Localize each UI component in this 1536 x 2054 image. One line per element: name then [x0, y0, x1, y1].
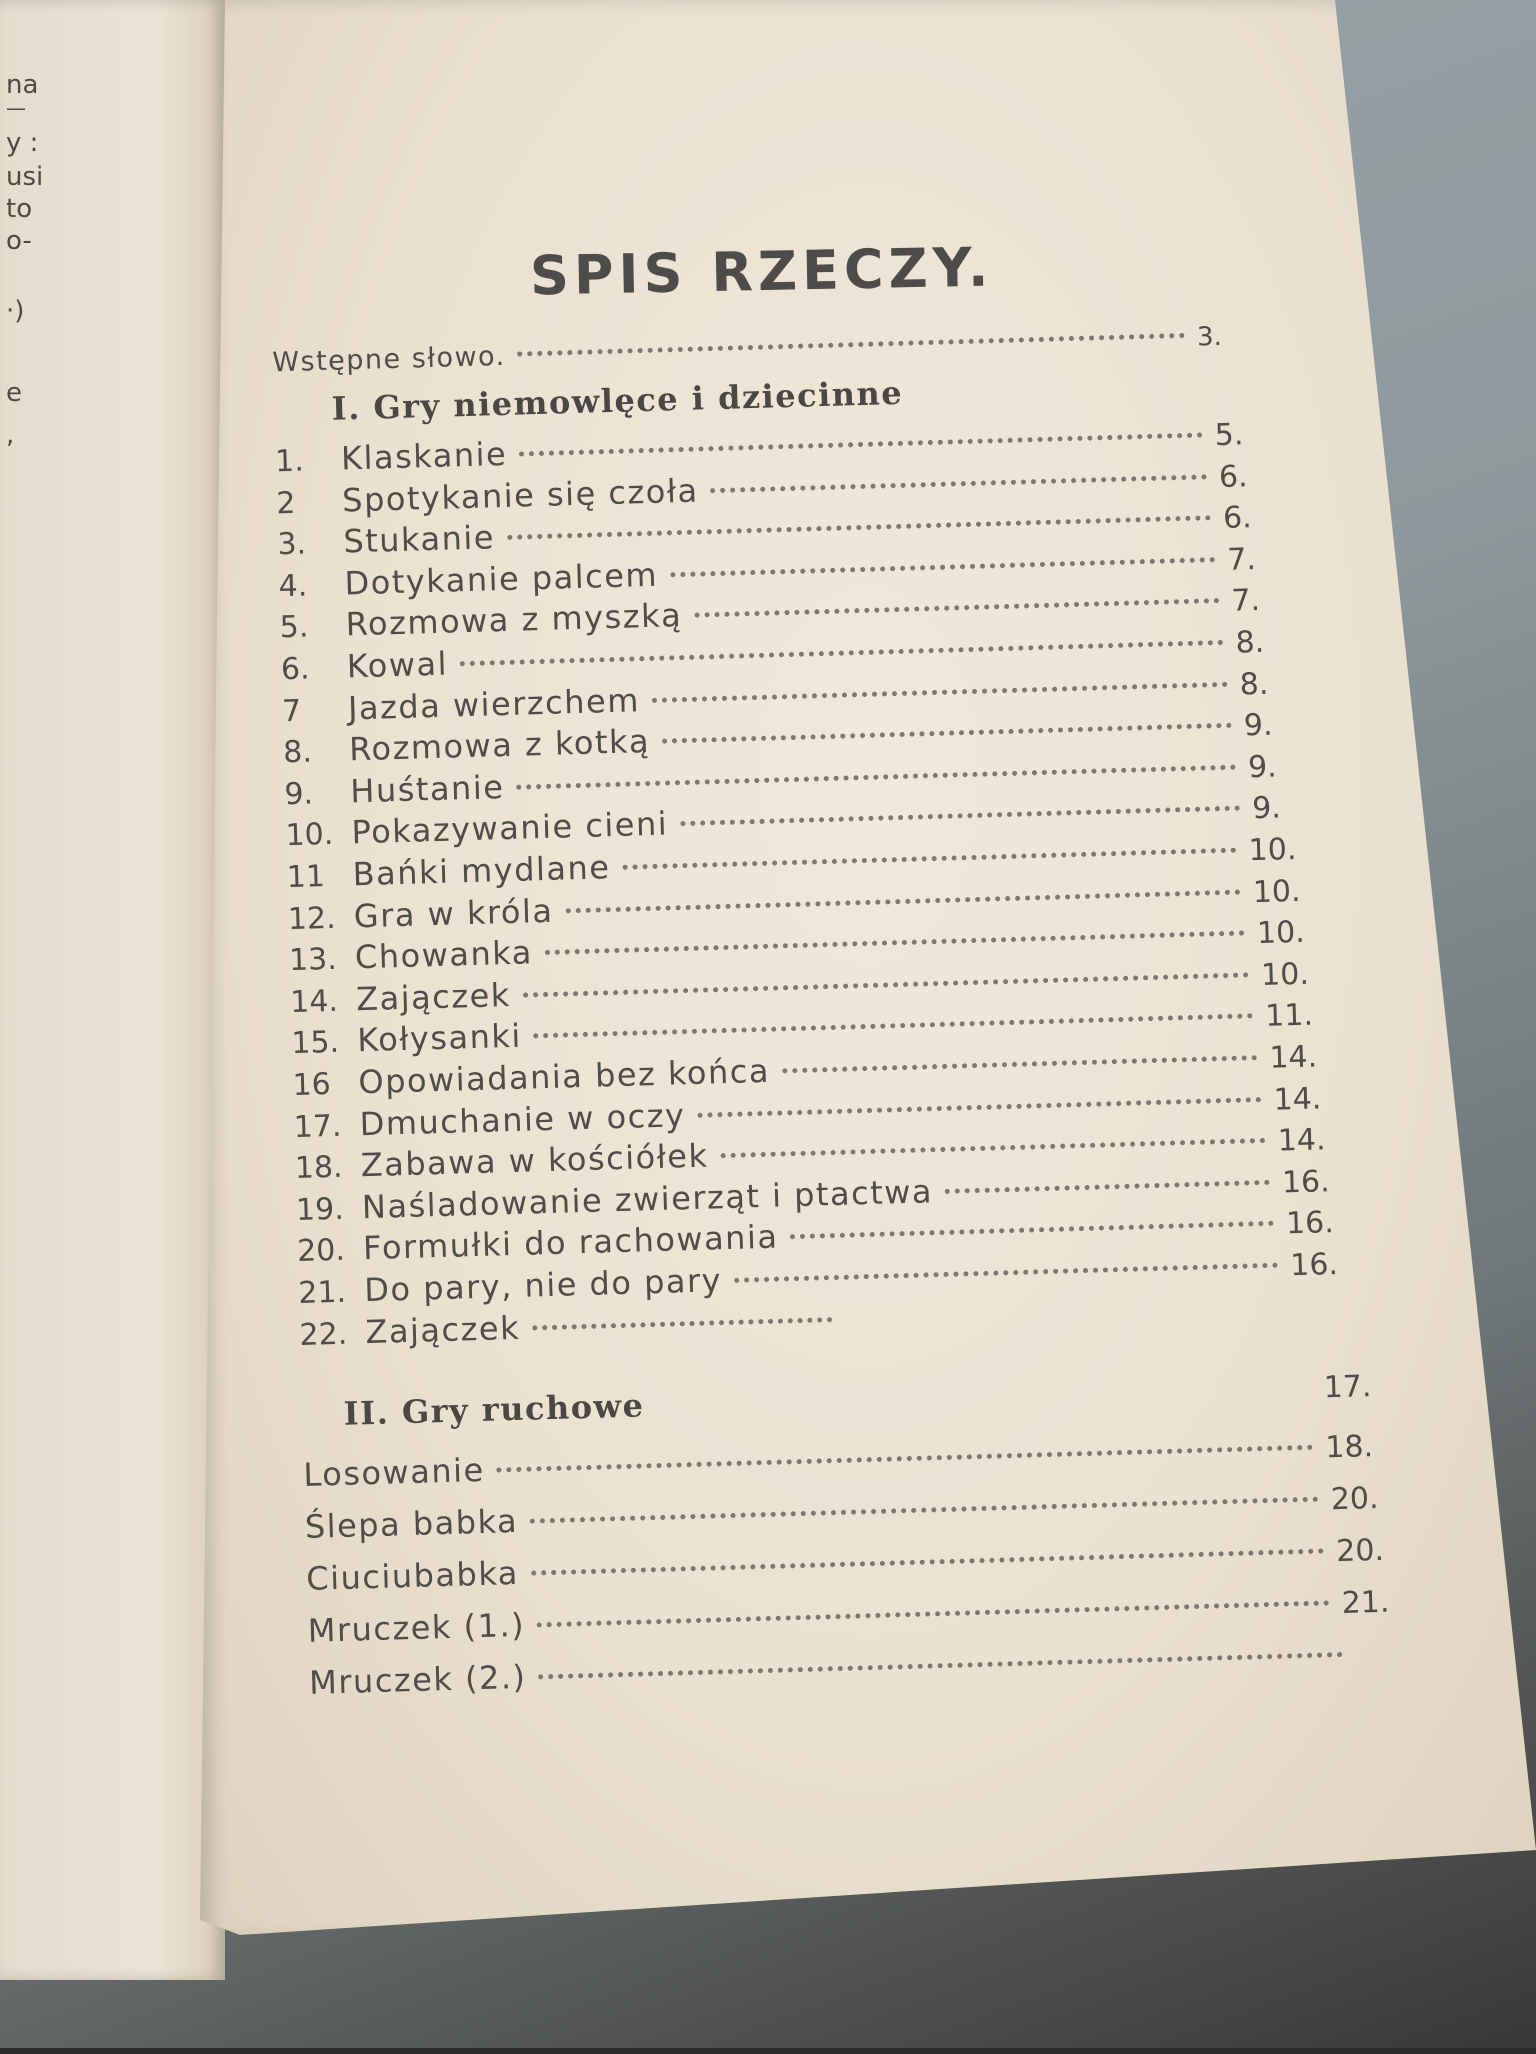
page-title: SPIS RZECZY. — [529, 235, 994, 308]
left-page-fragment: , — [6, 420, 15, 450]
toc-entry-page: 9. — [1243, 707, 1273, 744]
toc-entry-number: 6. — [280, 651, 311, 688]
toc-leader — [782, 1055, 1258, 1073]
toc-entry-number: 4. — [278, 568, 308, 605]
toc-entry-page: 11. — [1264, 997, 1314, 1035]
toc-leader — [497, 1445, 1314, 1473]
section-heading-row — [301, 1366, 1372, 1434]
toc-entry-number: 19. — [295, 1191, 345, 1228]
toc-entry-number: 16 — [292, 1067, 332, 1104]
toc-leader — [710, 474, 1207, 493]
toc-entry-page — [844, 1328, 884, 1329]
toc-entry-page: 9. — [1251, 790, 1282, 827]
toc-entry-page: 7. — [1230, 583, 1261, 620]
toc-leader — [697, 1097, 1261, 1118]
toc-entry-title: Ślepa babka — [304, 1502, 519, 1547]
left-page-fragment: e — [6, 378, 22, 408]
toc-entry-title: Opowiadania bez końca — [357, 1051, 771, 1102]
toc-leader — [523, 972, 1249, 997]
toc-entry-title: Zabawa w kościółek — [360, 1136, 709, 1185]
toc-entry-page: 7. — [1226, 541, 1257, 578]
left-page-fragment: o- — [6, 226, 32, 256]
toc-entry-number: 9. — [283, 776, 314, 813]
toc-leader — [652, 681, 1228, 702]
toc-entry-title: Formułki do rachowania — [362, 1217, 779, 1268]
toc-entry-page: 16. — [1289, 1246, 1339, 1284]
toc-entry-title: Mruczek (1.) — [307, 1606, 526, 1651]
toc-entry-title: Kowal — [346, 644, 449, 686]
left-page-fragment: ·) — [6, 296, 25, 326]
toc-entry-page: 6. — [1222, 500, 1253, 537]
toc-entry-page: 14. — [1273, 1080, 1322, 1118]
toc-entry-number: 1. — [274, 443, 305, 480]
toc-leader — [790, 1221, 1274, 1240]
toc-entry-page: 18. — [1324, 1429, 1374, 1466]
section-heading-page: 17. — [1323, 1369, 1372, 1406]
toc-entry-title: Klaskanie — [340, 434, 508, 478]
toc-entry-title: Zajączek — [355, 975, 512, 1019]
toc-leader — [516, 764, 1236, 789]
toc-leader — [534, 1014, 1254, 1039]
toc-entry-title: Jazda wierzchem — [347, 680, 641, 727]
toc-entry-number: 21. — [297, 1274, 347, 1312]
toc-entry-title: Chowanka — [354, 933, 534, 977]
toc-leader — [537, 1601, 1330, 1628]
toc-entry-title: Mruczek (2.) — [308, 1657, 528, 1703]
toc-leader — [680, 806, 1240, 827]
toc-intro — [272, 320, 1237, 378]
toc-entry-number: 12. — [287, 900, 337, 937]
toc-entry-title: Pokazywanie cieni — [350, 804, 669, 852]
toc-entry-title: Bańki mydlane — [352, 848, 611, 894]
section-heading: II. Gry ruchowe — [343, 1386, 645, 1433]
toc-entry-title: Rozmowa z myszką — [345, 596, 683, 644]
toc-leader — [532, 1317, 832, 1330]
toc-leader — [670, 557, 1215, 577]
toc-entry-number: 13. — [288, 942, 338, 979]
toc-entry-title: Kołysanki — [356, 1017, 523, 1060]
toc-entry-title: Stukanie — [342, 518, 496, 561]
toc-entry-number: 15. — [290, 1025, 340, 1062]
toc-entry-number: 11 — [286, 859, 326, 896]
toc-entry-number: 22. — [299, 1316, 348, 1353]
toc-entry-page: 6. — [1218, 458, 1249, 495]
toc-entry-page: 10. — [1256, 914, 1306, 952]
toc-entry-title: Losowanie — [302, 1451, 486, 1495]
toc-entry-number: 3. — [276, 526, 307, 563]
left-page-fragment: y : — [6, 128, 39, 158]
toc-entry-page: 14. — [1277, 1122, 1326, 1159]
toc-entry-number: 7 — [281, 693, 302, 729]
toc-entry-number: 2 — [275, 485, 296, 521]
toc-leader — [945, 1180, 1270, 1194]
toc-entry-title: Zajączek — [364, 1308, 521, 1351]
toc-entry-title: Huśtanie — [349, 767, 505, 811]
toc-entry-page: 5. — [1214, 417, 1244, 454]
toc-entry-page: 20. — [1330, 1481, 1380, 1518]
toc-entry-page: 14. — [1268, 1039, 1318, 1076]
toc-entry-page: 16. — [1285, 1205, 1335, 1242]
left-page-fragment: — — [6, 96, 26, 120]
toc-entry-page: 8. — [1235, 624, 1265, 661]
toc-entry-page: 16. — [1281, 1163, 1331, 1201]
toc-entry-page: 10. — [1260, 956, 1310, 993]
toc-entry-title: Dotykanie palcem — [344, 555, 659, 603]
toc-leader — [734, 1263, 1278, 1283]
toc-entry-title: Do pary, nie do pary — [363, 1261, 723, 1310]
toc-entry-title: Rozmowa z kotką — [348, 722, 651, 769]
toc-leader — [720, 1138, 1265, 1158]
toc-entry-page: 9. — [1247, 749, 1278, 786]
toc-leader — [519, 432, 1203, 456]
left-page-fragment: na — [6, 70, 39, 100]
left-page-fragment: to — [6, 194, 33, 224]
toc-intro-page: 3. — [1196, 321, 1223, 353]
toc-entry-page: 20. — [1335, 1533, 1385, 1570]
toc-leader — [518, 333, 1186, 357]
toc-entry-page: 8. — [1239, 666, 1269, 703]
toc-entry-title: Naśladowanie zwierząt i ptactwa — [361, 1172, 934, 1226]
toc-leader — [530, 1497, 1319, 1524]
toc-entry-page: 21. — [1341, 1584, 1390, 1622]
toc-entry-title: Spotykanie się czoła — [341, 471, 700, 520]
toc-entry-number: 5. — [279, 609, 309, 646]
toc-leader — [460, 640, 1224, 666]
toc-entry-title: Dmuchanie w oczy — [359, 1095, 686, 1143]
toc-leader — [545, 931, 1245, 956]
toc-entry-page: 10. — [1252, 873, 1302, 910]
toc-entry-title: Gra w króla — [353, 891, 554, 935]
toc-entry-page — [1355, 1664, 1395, 1665]
toc-entry-number: 18. — [294, 1149, 344, 1187]
toc-leader — [694, 598, 1219, 618]
toc-leader — [622, 848, 1236, 870]
toc-entry-number: 17. — [293, 1108, 342, 1145]
toc-leader — [507, 515, 1211, 540]
toc-entry-number: 10. — [285, 817, 334, 854]
toc-leader — [565, 889, 1241, 913]
toc-entry-page: 10. — [1248, 831, 1297, 869]
left-page-fragment: usi — [6, 162, 44, 192]
toc-entry-number: 8. — [282, 734, 313, 771]
toc-entry-number: 20. — [296, 1233, 346, 1270]
toc-intro-title: Wstępne słowo. — [271, 340, 507, 379]
toc-entry-number: 14. — [289, 983, 339, 1020]
toc-leader — [538, 1652, 1342, 1679]
section-heading: I. Gry niemowlęce i dziecinne — [331, 373, 904, 428]
toc-entry-title: Ciuciubabka — [305, 1554, 520, 1599]
toc-leader — [531, 1549, 1325, 1576]
toc-leader — [662, 723, 1232, 744]
